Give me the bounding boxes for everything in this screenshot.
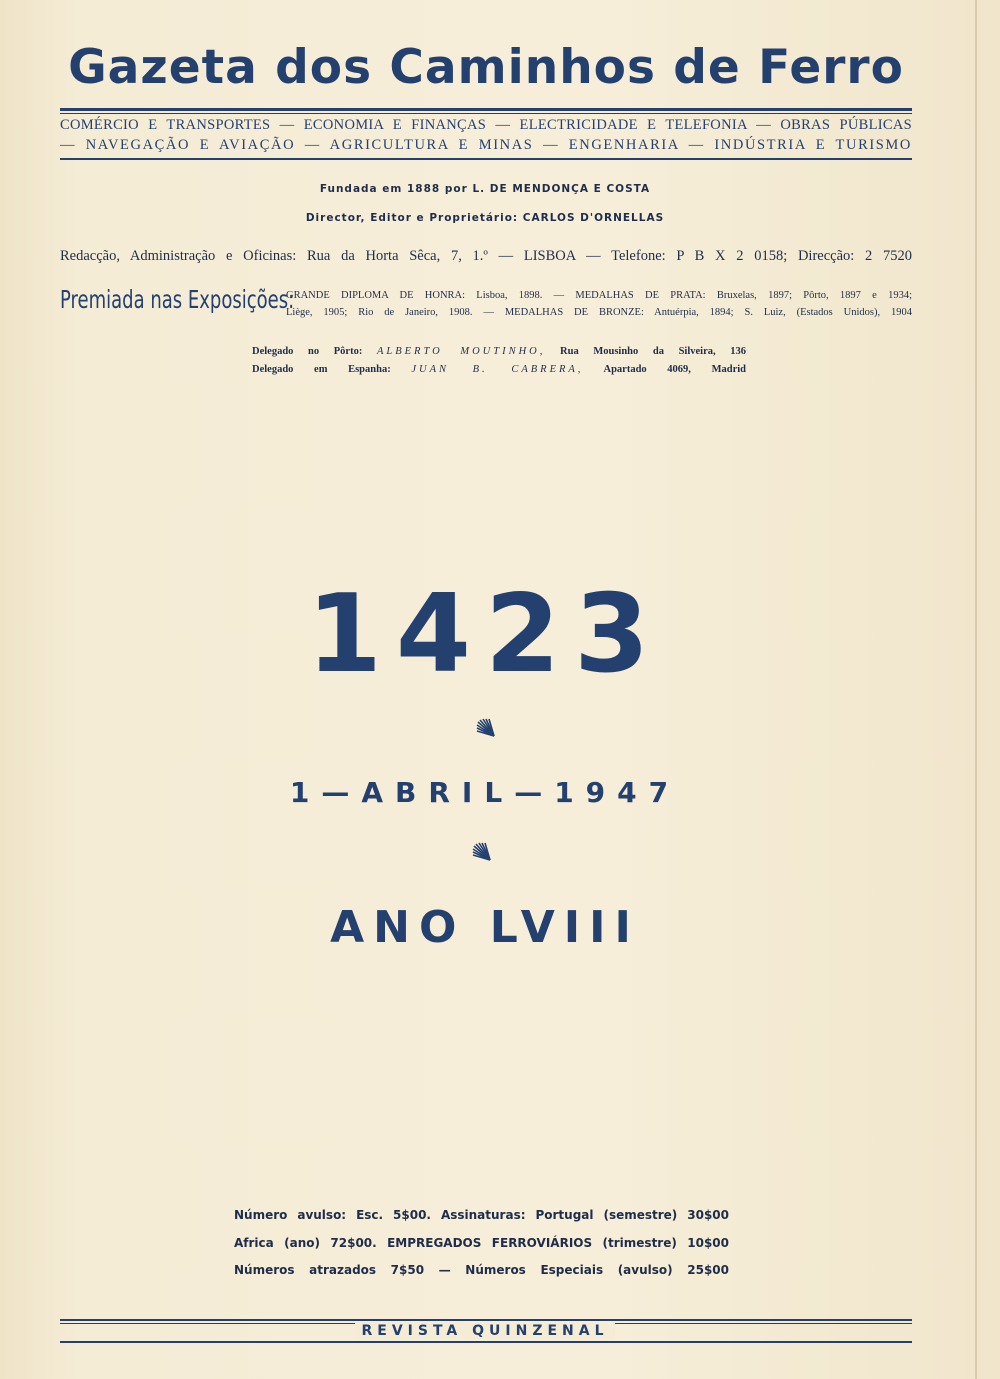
footer-label: REVISTA QUINZENAL bbox=[355, 1323, 614, 1339]
footer-banner bbox=[0, 1323, 970, 1339]
delegate-porto-name: ALBERTO MOUTINHO, bbox=[376, 346, 546, 357]
delegate-spain-name: JUAN B. CABRERA, bbox=[411, 364, 584, 375]
masthead-rule-bottom bbox=[60, 158, 912, 160]
awards-line-2: Liège, 1905; Rio de Janeiro, 1908. — MEDALHAS DE BRONZE: Antuérpia, 1894; S. Luiz, (Estados Unidos), 1904 bbox=[286, 307, 912, 318]
price-line-2: Africa (ano) 72$00. EMPREGADOS FERROVIÁRIOS (trimestre) 10$00 bbox=[234, 1236, 729, 1250]
price-line-1: Número avulso: Esc. 5$00. Assinaturas: Portugal (semestre) 30$00 bbox=[234, 1208, 729, 1222]
fan-ornament-icon bbox=[470, 840, 494, 864]
masthead-title: Gazeta dos Caminhos de Ferro bbox=[68, 40, 904, 95]
delegate-porto-address: Rua Mousinho da Silveira, 136 bbox=[560, 346, 747, 357]
director-line: Director, Editor e Proprietário: CARLOS D'ORNELLAS bbox=[305, 212, 665, 224]
delegate-spain-prefix: Delegado em Espanha: bbox=[252, 364, 391, 375]
issue-number: 1423 bbox=[306, 572, 664, 697]
delegate-spain bbox=[252, 364, 746, 375]
delegate-porto-prefix: Delegado no Pôrto: bbox=[252, 346, 363, 357]
awards-line-1: GRANDE DIPLOMA DE HONRA: Lisboa, 1898. — MEDALHAS DE PRATA: Bruxelas, 1897; Pôrto, 1897 e 1934; bbox=[286, 290, 912, 301]
issue-date: 1—ABRIL—1947 bbox=[289, 776, 681, 809]
fan-ornament-icon bbox=[474, 716, 498, 740]
masthead-rule-thin bbox=[60, 113, 912, 114]
founded-line: Fundada em 1888 por L. DE MENDONÇA E COSTA bbox=[319, 183, 651, 195]
footer-rule-bottom bbox=[60, 1341, 912, 1343]
subjects-line-2: — NAVEGAÇÃO E AVIAÇÃO — AGRICULTURA E MINAS — ENGENHARIA — INDÚSTRIA E TURISMO bbox=[60, 137, 912, 153]
issue-year: ANO LVIII bbox=[330, 902, 640, 953]
page-edge bbox=[975, 0, 977, 1379]
subjects-line-1: COMÉRCIO E TRANSPORTES — ECONOMIA E FINANÇAS — ELECTRICIDADE E TELEFONIA — OBRAS PÚBLICAS bbox=[60, 117, 912, 133]
delegate-spain-address: Apartado 4069, Madrid bbox=[603, 364, 746, 375]
address-line: Redacção, Administração e Oficinas: Rua da Horta Sêca, 7, 1.º — LISBOA — Telefone: P B X 2 0158; Direcção: 2 7520 bbox=[60, 248, 912, 264]
masthead-rule-top bbox=[60, 108, 912, 111]
price-line-3: Números atrazados 7$50 — Números Especiais (avulso) 25$00 bbox=[234, 1263, 729, 1277]
footer-rule-top bbox=[60, 1319, 912, 1321]
awards-label: Premiada nas Exposições: bbox=[60, 285, 295, 314]
delegate-porto bbox=[252, 346, 746, 357]
